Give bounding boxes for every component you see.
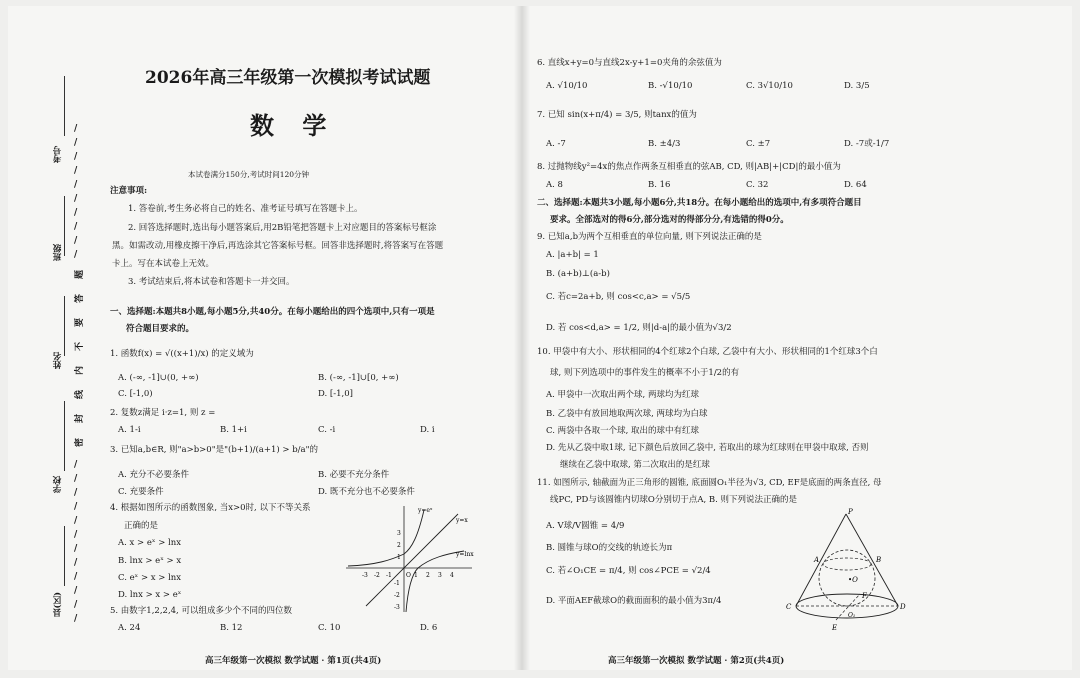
tick-y: -2 — [394, 592, 400, 599]
option: A. x > eˣ > lnx — [118, 538, 182, 548]
exam-sheet: 考号 班级 姓名 学校 县(区) / / / / / / / / / / 题 答 要 不 内 线 封 密 / / / / / / / / / / / / 2026年高三年级第一次模拟考试试题 数 学 本试卷满分150分,考试时间120分钟 注意事项: 1. 答卷前,考生务必将自己的姓名、准考证号填写在答题卡上。 2. 回答选择题时,选出每小题答案后,用2B铅笔把答题卡上对应题目的答案标号框涂 黑。如需改动,用橡皮擦干净后,再选涂其它答案标号框。回答非选择题时,将答案写在答题 卡上。写在本试卷上无效。 3. 考试结束后,将本试卷和答题卡一并交回。 一、选择题:本题共8小题,每小题5分,共40分。在每小题给出的四个选项中,只有一项是 符合题目要求的。 1. 函数f(x) = √((x+1)/x) 的定义域为 A. (-∞, -1]∪(0, +∞) B. (-∞, -1]∪[0, +∞) C. [-1,0) D. [-1,0] 2. 复数z满足 i·z=1, 则 z = A. 1-i B. 1+i C. -i D. i 3. 已知a,b∈R, 则"a>b>0"是"(b+1)/(a+1) > b/a"的 A. 充分不必要条件 B. 必要不充分条件 C. 充要条件 D. 既不充分也不必要条件 4. 根据如图所示的函数图象, 当x>0时, 以下不等关系 正确的是 A. x > eˣ > lnx B. lnx > eˣ > x C. eˣ > x > lnx D. lnx > x > eˣ -3 -2 -1 1 2 3 4 3 2 1 -1 -2 -3 y=eˣ y=x y=lnx O 5. 由数字1,2,2,4, 可以组成多少个不同的四位数 A. 24 B. 12 C. 10 D. 6 高三年级第一次模拟 数学试题 · 第1页(共4页) 6. 直线x+y=0与直线2x-y+1=0夹角的余弦值为 A. √10/10 B. -√10/10 C. 3√10/10 D. 3/5 7. 已知 sin(x+π/4) = 3/5, 则tanx的值为 A. -7 B. ±4/3 C. ±7 D. -7或-1/7 8. 过抛物线y²=4x的焦点作两条互相垂直的弦AB, CD, 则|AB|+|CD|的最小值为 A. 8 B. 16 C. 32 D. 64 二、选择题:本题共3小题,每小题6分,共18分。在每小题给出的选项中,有多项符合题目 要求。全部选对的得6分,部分选对的得部分分,有选错的得0分。 9. 已知a,b为两个互相垂直的单位向量, 则下列说法正确的是 A. |a+b| = 1 B. (a+b)⊥(a-b) C. 若c=2a+b, 则 cos<c,a> = √5/5 D. 若 cos<d,a> = 1/2, 则|d-a|的最小值为√3/2 10. 甲袋中有大小、形状相同的4个红球2个白球, 乙袋中有大小、形状相同的1个红球3个白 球, 则下列选项中的事件发生的概率不小于1/2的有 A. 甲袋中一次取出两个球, 两球均为红球 B. 乙袋中有放回地取两次球, 两球均为白球 C. 两袋中各取一个球, 取出的球中有红球 D. 先从乙袋中取1球, 记下颜色后放回乙袋中, 若取出的球为红球则在甲袋中取球, 否则 继续在乙袋中取球, 第二次取出的是红球 11. 如图所示, 轴截面为正三角形的圆锥, 底面圆O₁半径为√3, CD, EF是底面的两条直径, 母 线PC, PD与该圆锥内切球O分别切于点A, B. 则下列说法正确的是 A. V球/V圆锥 = 4/9 B. 圆锥与球O的交线的轨迹长为π C. 若∠O₁CE = π/4, 则 cos∠PCE = √2/4 D. 平面AEF截球O的截面面积的最小值为3π/4 P A B •O C D E F O₁ 高三年级第一次模拟 数学试题 · 第2页(共4页) — [8, 6, 1072, 670]
question-stem: 8. 过抛物线y²=4x的焦点作两条互相垂直的弦AB, CD, 则|AB|+|CD|的最小值为 — [537, 162, 841, 172]
generatrix-pd — [846, 514, 898, 606]
point-label: P — [848, 508, 853, 516]
seal-char: 封 — [75, 413, 86, 424]
tick-y: 2 — [397, 542, 401, 549]
option: B. 圆锥与球O的交线的轨迹长为π — [546, 543, 673, 553]
label-ln: y=lnx — [456, 551, 474, 558]
question-stem: 9. 已知a,b为两个互相垂直的单位向量, 则下列说法正确的是 — [537, 232, 762, 242]
seal-char: 要 — [75, 317, 86, 328]
question-stem: 11. 如图所示, 轴截面为正三角形的圆锥, 底面圆O₁半径为√3, CD, EF是底面的两条直径, 母 — [537, 478, 882, 488]
option: D. lnx > x > eˣ — [118, 590, 182, 600]
notice-line: 黑。如需改动,用橡皮擦干净后,再选涂其它答案标号框。回答非选择题时,将答案写在答题 — [112, 241, 444, 251]
option: 继续在乙袋中取球, 第二次取出的是红球 — [560, 460, 710, 470]
notice-line: 卡上。写在本试卷上无效。 — [112, 259, 215, 269]
seal-char: 内 — [75, 365, 86, 376]
seal-char: 密 — [75, 437, 86, 448]
option: B. 1+i — [220, 425, 247, 435]
question-stem: 7. 已知 sin(x+π/4) = 3/5, 则tanx的值为 — [537, 110, 697, 120]
option: B. ±4/3 — [648, 139, 681, 149]
question-stem: 正确的是 — [124, 521, 159, 531]
option: D. i — [420, 425, 435, 435]
option: D. 既不充分也不必要条件 — [318, 487, 415, 497]
option: B. 16 — [648, 180, 671, 190]
option: B. -√10/10 — [648, 81, 693, 91]
option: D. 先从乙袋中取1球, 记下颜色后放回乙袋中, 若取出的球为红球则在甲袋中取球, 否则 — [546, 443, 869, 453]
question-stem: 线PC, PD与该圆锥内切球O分别切于点A, B. 则下列说法正确的是 — [550, 495, 798, 505]
option: A. √10/10 — [546, 81, 588, 91]
tick-x: -2 — [374, 572, 380, 579]
option: C. [-1,0) — [118, 389, 153, 399]
option: C. 10 — [318, 623, 341, 633]
question-stem: 3. 已知a,b∈R, 则"a>b>0"是"(b+1)/(a+1) > b/a"的 — [110, 445, 319, 455]
notice-line: 2. 回答选择题时,选出每小题答案后,用2B铅笔把答题卡上对应题目的答案标号框涂 — [128, 223, 437, 233]
option: D. 3/5 — [844, 81, 870, 91]
page-footer: 高三年级第一次模拟 数学试题 · 第2页(共4页) — [608, 656, 785, 666]
section-heading: 一、选择题:本题共8小题,每小题5分,共40分。在每小题给出的四个选项中,只有一项是 — [110, 307, 435, 317]
option: A. (-∞, -1]∪(0, +∞) — [118, 373, 199, 383]
option: B. 12 — [220, 623, 243, 633]
cone-figure — [784, 506, 914, 636]
tick-x: 2 — [426, 572, 430, 579]
point-label: B — [876, 556, 882, 564]
question-stem: 1. 函数f(x) = √((x+1)/x) 的定义域为 — [110, 349, 254, 359]
tick-x: 1 — [414, 572, 418, 579]
option: C. 若c=2a+b, 则 cos<c,a> = √5/5 — [546, 292, 691, 302]
option: C. 两袋中各取一个球, 取出的球中有红球 — [546, 426, 700, 436]
option: A. 1-i — [118, 425, 141, 435]
underline — [64, 296, 65, 356]
option: A. 充分不必要条件 — [118, 470, 190, 480]
exam-meta: 本试卷满分150分,考试时间120分钟 — [188, 170, 310, 179]
section-heading: 要求。全部选对的得6分,部分选对的得部分分,有选错的得0分。 — [550, 215, 789, 225]
option: A. |a+b| = 1 — [546, 250, 599, 260]
tick-y: -1 — [394, 580, 400, 587]
option: C. 若∠O₁CE = π/4, 则 cos∠PCE = √2/4 — [546, 566, 711, 576]
option: B. 必要不充分条件 — [318, 470, 390, 480]
underline — [64, 526, 65, 586]
label-xianqu: 县(区) — [53, 592, 63, 618]
point-label: E — [832, 624, 838, 632]
option: C. 32 — [746, 180, 769, 190]
option: B. lnx > eˣ > x — [118, 556, 182, 566]
question-stem: 10. 甲袋中有大小、形状相同的4个红球2个白球, 乙袋中有大小、形状相同的1个红球3个白 — [537, 347, 878, 357]
option: C. 3√10/10 — [746, 81, 793, 91]
notice-line: 3. 考试结束后,将本试卷和答题卡一并交回。 — [128, 277, 295, 287]
option: C. 充要条件 — [118, 487, 164, 497]
seal-char: 题 — [75, 269, 86, 280]
label-exp: y=eˣ — [418, 507, 433, 514]
subject-title: 数 学 — [250, 111, 337, 140]
tangent-circle — [823, 558, 871, 570]
option: B. (-∞, -1]∪[0, +∞) — [318, 373, 399, 383]
notice-heading: 注意事项: — [110, 186, 148, 196]
point-label: A — [814, 556, 820, 564]
label-linear: y=x — [456, 517, 468, 524]
tick-y: 3 — [397, 530, 401, 537]
question-stem: 4. 根据如图所示的函数图象, 当x>0时, 以下不等关系 — [110, 503, 311, 513]
point-label: O₁ — [848, 612, 856, 619]
option: D. 64 — [844, 180, 867, 190]
option: C. -i — [318, 425, 336, 435]
option: C. ±7 — [746, 139, 771, 149]
underline — [64, 401, 65, 471]
label-origin: O — [406, 572, 411, 579]
option: D. 若 cos<d,a> = 1/2, 则|d-a|的最小值为√3/2 — [546, 323, 732, 333]
underline — [64, 196, 65, 256]
ln-curve — [406, 551, 464, 612]
function-graph — [346, 502, 476, 614]
option: A. V球/V圆锥 = 4/9 — [546, 521, 625, 531]
label-xingming: 姓名 — [53, 352, 63, 369]
label-banji: 班级 — [53, 244, 63, 261]
question-stem: 2. 复数z满足 i·z=1, 则 z = — [110, 408, 216, 418]
tick-y: -3 — [394, 604, 400, 611]
underline — [64, 76, 65, 136]
point-label: F — [862, 592, 867, 600]
option: D. 平面AEF截球O的截面面积的最小值为3π/4 — [546, 596, 722, 606]
question-stem: 球, 则下列选项中的事件发生的概率不小于1/2的有 — [550, 368, 740, 378]
seal-char: 答 — [75, 293, 86, 304]
option: A. 甲袋中一次取出两个球, 两球均为红球 — [546, 390, 699, 400]
tick-y: 1 — [397, 554, 401, 561]
option: A. 24 — [118, 623, 141, 633]
label-kaohao: 考号 — [53, 146, 63, 163]
exp-curve — [348, 510, 424, 566]
tick-x: -1 — [386, 572, 392, 579]
generatrix-pc — [796, 514, 846, 606]
notice-line: 1. 答卷前,考生务必将自己的姓名、准考证号填写在答题卡上。 — [128, 204, 363, 214]
section-heading: 符合题目要求的。 — [126, 324, 195, 334]
option: D. -7或-1/7 — [844, 139, 890, 149]
question-stem: 6. 直线x+y=0与直线2x-y+1=0夹角的余弦值为 — [537, 58, 722, 68]
option: D. [-1,0] — [318, 389, 353, 399]
option: B. (a+b)⊥(a-b) — [546, 269, 610, 279]
page-footer: 高三年级第一次模拟 数学试题 · 第1页(共4页) — [205, 656, 382, 666]
point-label: D — [900, 603, 906, 611]
option: A. -7 — [546, 139, 566, 149]
line-y-eq-x — [366, 514, 458, 606]
seal-char: 线 — [75, 389, 86, 400]
section-heading: 二、选择题:本题共3小题,每小题6分,共18分。在每小题给出的选项中,有多项符合题目 — [537, 198, 862, 208]
option: C. eˣ > x > lnx — [118, 573, 182, 583]
tick-x: 3 — [438, 572, 442, 579]
option: D. 6 — [420, 623, 438, 633]
label-xuexiao: 学校 — [53, 476, 63, 493]
question-stem: 5. 由数字1,2,2,4, 可以组成多少个不同的四位数 — [110, 606, 292, 616]
point-label: •O — [848, 576, 858, 584]
point-label: C — [786, 603, 792, 611]
tick-x: -3 — [362, 572, 368, 579]
option: B. 乙袋中有放回地取两次球, 两球均为白球 — [546, 409, 708, 419]
tick-x: 4 — [450, 572, 454, 579]
option: A. 8 — [546, 180, 563, 190]
exam-title: 2026年高三年级第一次模拟考试试题 — [145, 68, 431, 88]
seal-char: 不 — [75, 341, 86, 352]
page-fold — [514, 6, 530, 670]
